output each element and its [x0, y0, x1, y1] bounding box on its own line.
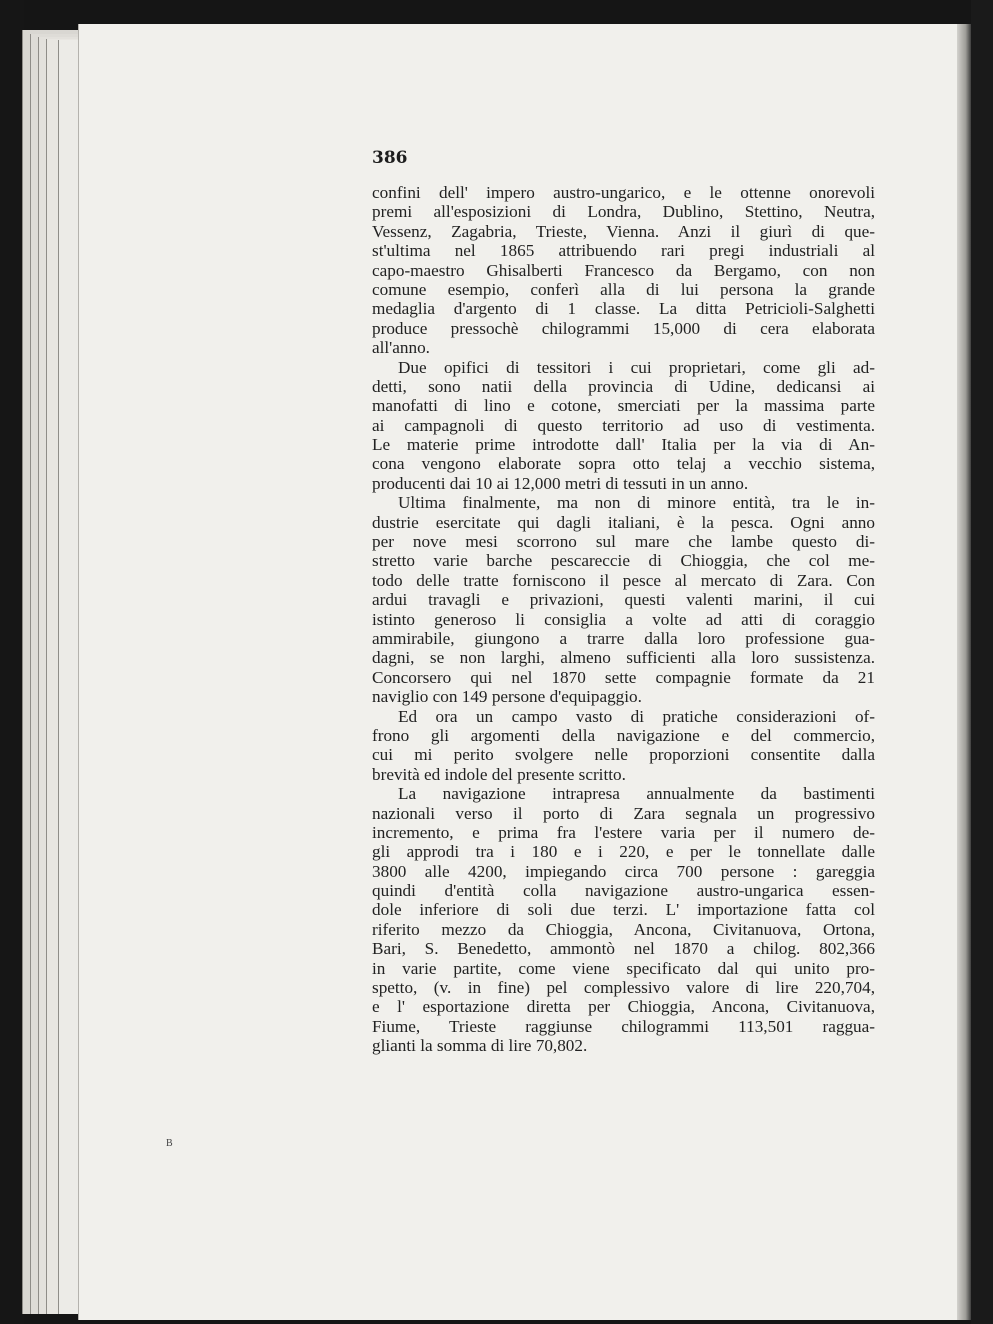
binding-shadow — [0, 0, 24, 1324]
text-line: brevità ed indole del presente scritto. — [372, 764, 626, 784]
text-line: all'anno. — [372, 338, 430, 358]
text-line: istinto generoso li consiglia a volte ad atti di coraggio — [372, 609, 875, 629]
margin-mark: B — [166, 1138, 173, 1149]
text-line: Vessenz, Zagabria, Trieste, Vienna. Anzi il giurì di que- — [372, 221, 875, 241]
text-line: Fiume, Trieste raggiunse chilogrammi 113,501 raggua- — [372, 1016, 875, 1036]
text-line: 3800 alle 4200, impiegando circa 700 persone : gareggia — [372, 861, 875, 881]
text-line: confini dell' impero austro-ungarico, e le ottenne onorevoli — [372, 183, 875, 202]
text-line: glianti la somma di lire 70,802. — [372, 1036, 588, 1056]
text-line: gli approdi tra i 180 e i 220, e per le tonnellate dalle — [372, 842, 875, 862]
text-line: per nove mesi scorrono sul mare che lambe questo di- — [372, 532, 875, 552]
text-line: Due opifici di tessitori i cui proprietari, come gli ad- — [398, 357, 875, 377]
body-text — [372, 183, 875, 1056]
text-line: naviglio con 149 persone d'equipaggio. — [372, 687, 642, 707]
text-line: spetto, (v. in fine) pel complessivo valore di lire 220,704, — [372, 978, 875, 998]
text-line: e l' esportazione diretta per Chioggia, Ancona, Civitanuova, — [372, 997, 875, 1017]
text-line: produce pressochè chilogrammi 15,000 di cera elaborata — [372, 318, 875, 338]
text-line: Concorsero qui nel 1870 sette compagnie formate da 21 — [372, 667, 875, 687]
text-line: La navigazione intrapresa annualmente da bastimenti — [398, 784, 875, 804]
text-line: riferito mezzo da Chioggia, Ancona, Civitanuova, Ortona, — [372, 919, 875, 939]
text-line: todo delle tratte forniscono il pesce al mercato di Zara. Con — [372, 570, 875, 590]
text-line: producenti dai 10 ai 12,000 metri di tessuti in un anno. — [372, 473, 749, 493]
text-line: premi all'esposizioni di Londra, Dublino, Stettino, Neutra, — [372, 202, 875, 222]
text-line: comune esempio, conferì alla di lui persona la grande — [372, 279, 875, 299]
text-line: Bari, S. Benedetto, ammontò nel 1870 a chilog. 802,366 — [372, 939, 875, 959]
text-line: ammirabile, giungono a trarre dalla loro professione gua- — [372, 628, 875, 648]
text-line: in varie partite, come viene specificato dal qui unito pro- — [372, 958, 875, 978]
page-right-edge — [956, 24, 972, 1320]
text-line: quindi d'entità colla navigazione austro-ungarica essen- — [372, 881, 875, 901]
text-line: frono gli argomenti della navigazione e del commercio, — [372, 725, 875, 745]
text-line: Le materie prime introdotte dall' Italia per la via di An- — [372, 435, 875, 455]
text-line: nazionali verso il porto di Zara segnala un progressivo — [372, 803, 875, 823]
text-line: ai campagnoli di questo territorio ad uso di vestimenta. — [372, 415, 875, 435]
page-number: 386 — [372, 148, 408, 168]
text-line: ardui travagli e privazioni, questi valenti marini, il cui — [372, 590, 875, 610]
text-line: st'ultima nel 1865 attribuendo rari pregi industriali al — [372, 241, 875, 261]
text-line: dagni, se non larghi, almeno sufficienti alla loro sussistenza. — [372, 648, 875, 668]
text-line: stretto varie barche pescareccie di Chioggia, che col me- — [372, 551, 875, 571]
text-line: manofatti di lino e cotone, smerciati per la massima parte — [372, 396, 875, 416]
text-line: capo-maestro Ghisalberti Francesco da Bergamo, con non — [372, 260, 875, 280]
text-line: cona vengono elaborate sopra otto telaj a vecchio sistema, — [372, 454, 875, 474]
text-line: Ed ora un campo vasto di pratiche considerazioni of- — [398, 706, 875, 726]
text-line: incremento, e prima fra l'estere varia per il numero de- — [372, 822, 875, 842]
text-line: detti, sono natii della provincia di Udine, dedicansi ai — [372, 376, 875, 396]
text-line: dole inferiore di soli due terzi. L' importazione fatta col — [372, 900, 875, 920]
text-line: dustrie esercitate qui dagli italiani, è la pesca. Ogni anno — [372, 512, 875, 532]
text-line: medaglia d'argento di 1 classe. La ditta Petricioli-Salghetti — [372, 299, 875, 319]
text-line: Ultima finalmente, ma non di minore entità, tra le in- — [398, 493, 875, 513]
text-line: cui mi perito svolgere nelle proporzioni consentite dalla — [372, 745, 875, 765]
scan-right-border — [971, 0, 993, 1324]
